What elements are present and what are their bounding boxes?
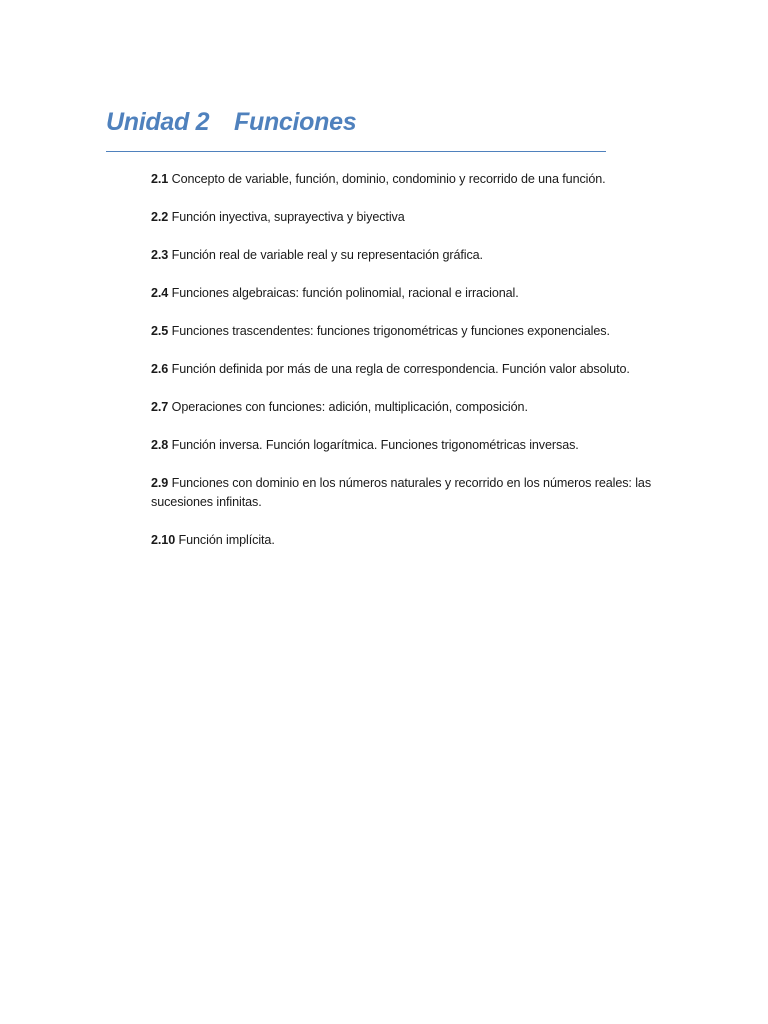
topic-number: 2.3 [151, 248, 169, 262]
page-title [106, 104, 606, 140]
list-item [151, 474, 671, 512]
topic-number: 2.6 [151, 362, 169, 376]
list-item [151, 170, 671, 189]
topic-text: Funciones trascendentes: funciones trigonométricas y funciones exponenciales. [171, 324, 610, 338]
topic-number: 2.4 [151, 286, 169, 300]
topic-text: Funciones con dominio en los números naturales y recorrido en los números reales: las sucesiones infinitas. [151, 476, 652, 509]
list-item [151, 322, 671, 341]
topic-list [151, 170, 671, 569]
list-item [151, 436, 671, 455]
topic-text: Concepto de variable, función, dominio, condominio y recorrido de una función. [171, 172, 606, 186]
topic-text: Función definida por más de una regla de correspondencia. Función valor absoluto. [171, 362, 630, 376]
topic-number: 2.5 [151, 324, 169, 338]
topic-number: 2.2 [151, 210, 169, 224]
topic-number: 2.7 [151, 400, 169, 414]
list-item [151, 360, 671, 379]
unit-heading [106, 104, 606, 152]
topic-text: Funciones algebraicas: función polinomial, racional e irracional. [171, 286, 519, 300]
list-item [151, 208, 671, 227]
topic-number: 2.1 [151, 172, 169, 186]
list-item [151, 246, 671, 265]
list-item [151, 398, 671, 417]
unit-title: Funciones [234, 108, 357, 136]
topic-number: 2.10 [151, 533, 176, 547]
unit-number: Unidad 2 [106, 108, 210, 136]
topic-number: 2.9 [151, 476, 169, 490]
list-item [151, 284, 671, 303]
topic-text: Operaciones con funciones: adición, multiplicación, composición. [171, 400, 528, 414]
topic-text: Función inyectiva, suprayectiva y biyectiva [171, 210, 405, 224]
topic-text: Función implícita. [178, 533, 275, 547]
list-item [151, 531, 671, 550]
topic-text: Función real de variable real y su representación gráfica. [171, 248, 483, 262]
topic-number: 2.8 [151, 438, 169, 452]
topic-text: Función inversa. Función logarítmica. Funciones trigonométricas inversas. [171, 438, 579, 452]
